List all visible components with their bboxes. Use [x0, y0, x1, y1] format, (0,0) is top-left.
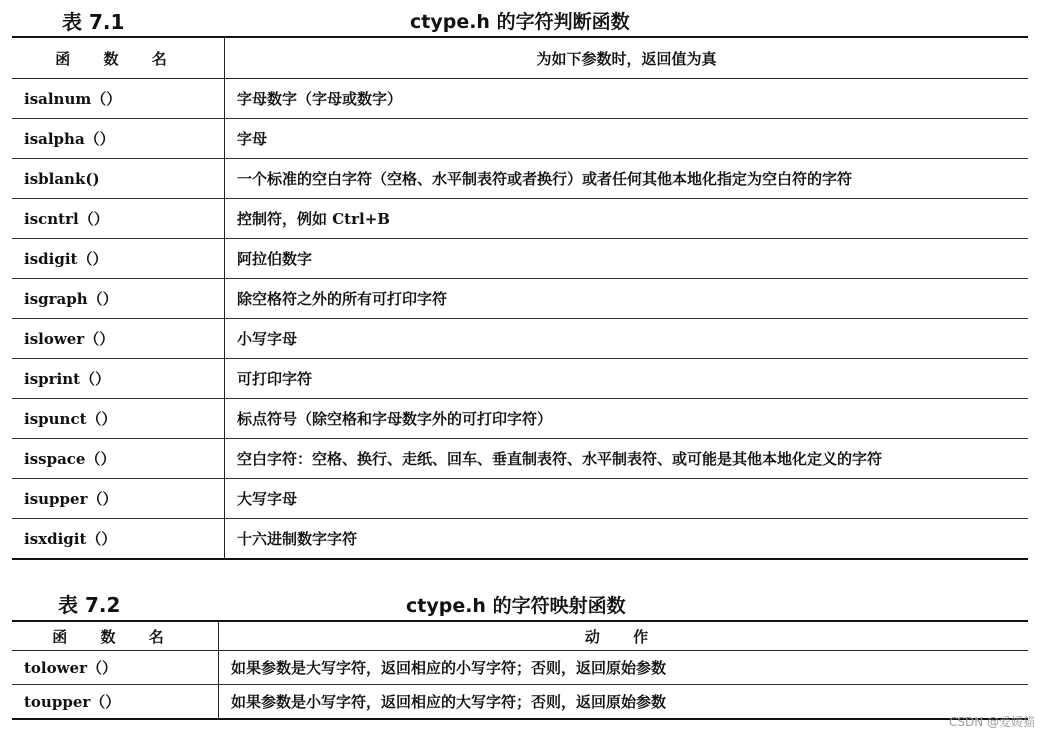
function-name: isdigit（）: [12, 239, 225, 279]
table-row: [12, 359, 1028, 399]
function-name: ispunct（）: [12, 399, 225, 439]
function-description: 字母数字（字母或数字）: [225, 79, 1029, 119]
table-row: [12, 159, 1028, 199]
function-description: 字母: [225, 119, 1029, 159]
table2-header-action: 动 作: [219, 621, 1029, 651]
function-name: islower（）: [12, 319, 225, 359]
table-row: [12, 651, 1028, 685]
watermark: CSDN @爱媛猫: [948, 715, 1035, 729]
table2-header-row: [12, 621, 1028, 651]
function-description: 小写字母: [225, 319, 1029, 359]
function-description: 十六进制数字字符: [237, 530, 358, 548]
char-test-functions-table: [12, 36, 1028, 560]
function-name: isalpha（）: [12, 119, 225, 159]
function-description: 如果参数是小写字符，返回相应的大写字符；否则，返回原始参数: [231, 693, 667, 711]
table1-header-name: 函 数 名: [12, 37, 225, 79]
function-description: 空白字符：空格、换行、走纸、回车、垂直制表符、水平制表符、或可能是其他本地化定义的字符: [225, 439, 1029, 479]
function-name: isupper（）: [12, 479, 225, 519]
function-description: 标点符号（除空格和字母数字外的可打印字符）: [225, 399, 1029, 439]
table2-caption: 表 7.2: [58, 593, 121, 617]
table2-header-name: 函 数 名: [12, 621, 219, 651]
table-row: [12, 479, 1028, 519]
table-row: [12, 319, 1028, 359]
table1-title: ctype.h 的字符判断函数: [410, 11, 630, 33]
table1-header-desc: 为如下参数时，返回值为真: [225, 37, 1029, 79]
function-name: iscntrl（）: [12, 199, 225, 239]
table1-header-row: [12, 37, 1028, 79]
function-name: tolower（）: [12, 651, 219, 685]
function-description: 控制符，例如 Ctrl+B: [225, 199, 1029, 239]
table-row: [12, 79, 1028, 119]
table-row: [12, 685, 1028, 720]
table-row: [12, 279, 1028, 319]
function-description: 除空格符之外的所有可打印字符: [225, 279, 1029, 319]
table2-title: ctype.h 的字符映射函数: [406, 595, 626, 617]
function-description: 大写字母: [225, 479, 1029, 519]
table1-caption: 表 7.1: [62, 10, 125, 34]
function-name: isalnum（）: [12, 79, 225, 119]
function-description: 一个标准的空白字符（空格、水平制表符或者换行）或者任何其他本地化指定为空白符的字符: [225, 159, 1029, 199]
function-name: isxdigit（）: [12, 519, 225, 560]
function-name: toupper（）: [12, 685, 219, 720]
function-name: isgraph（）: [12, 279, 225, 319]
table-row: [12, 519, 1028, 560]
function-name: isspace（）: [12, 439, 225, 479]
table-row: [12, 239, 1028, 279]
function-description: 如果参数是大写字符，返回相应的小写字符；否则，返回原始参数: [219, 651, 1029, 685]
function-name: isblank(): [12, 159, 225, 199]
function-description: 阿拉伯数字: [225, 239, 1029, 279]
table-row: [12, 439, 1028, 479]
function-name: isprint（）: [12, 359, 225, 399]
function-description: 可打印字符: [225, 359, 1029, 399]
table-row: [12, 119, 1028, 159]
table-row: [12, 199, 1028, 239]
table-row: [12, 399, 1028, 439]
char-mapping-functions-table: [12, 620, 1028, 720]
